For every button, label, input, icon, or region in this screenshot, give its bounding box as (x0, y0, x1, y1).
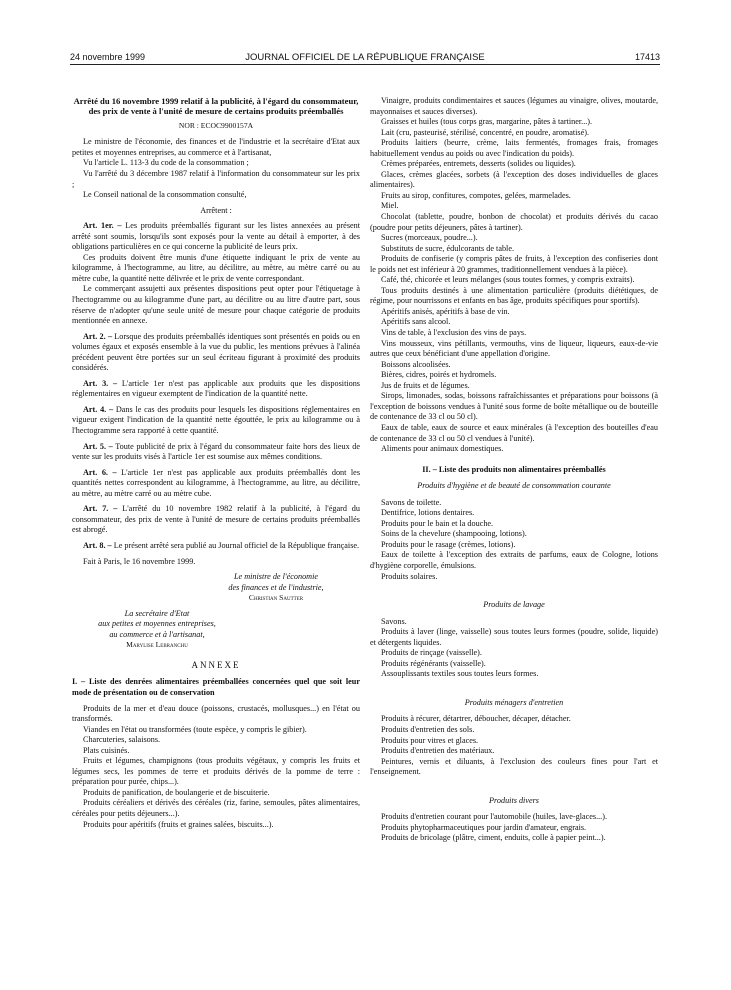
list-item: Chocolat (tablette, poudre, bonbon de chocolat) et produits dérivés du cacao (poudre pour petits déjeuners, pâtes à tartiner). (370, 212, 658, 232)
issue-date: 24 novembre 1999 (70, 52, 146, 62)
list-item: Savons de toilette. (381, 497, 442, 507)
list-item: Substituts de sucre, édulcorants de table. (381, 243, 515, 253)
list-item: Produits céréaliers et dérivés des céréales (riz, farine, semoules, pâtes alimentaires, céréales pour petits déjeuners...). (72, 798, 360, 818)
article-label: Art. 5. – (83, 441, 113, 451)
signatory-title: Le ministre de l'économie (234, 572, 318, 582)
list-item: Produits d'entretien des matériaux. (381, 746, 495, 756)
list-item: Produits phytopharmaceutiques pour jardin d'amateur, engrais. (381, 822, 587, 832)
signatory-title: des finances et de l'industrie, (228, 582, 324, 592)
nor-reference: NOR : ECOC9900157A (178, 120, 254, 130)
list-item: Sucres (morceaux, poudre...). (381, 233, 478, 243)
list-item: Produits régénérants (vaisselle). (381, 658, 486, 668)
subsection-heading: Produits ménagers d'entretien (464, 697, 564, 707)
list-item: Produits pour le bain et la douche. (381, 518, 494, 528)
article-label: Art. 6. – (83, 467, 117, 477)
signatory-title: La secrétaire d'Etat (124, 608, 190, 618)
list-item: Apéritifs sans alcool. (381, 317, 451, 327)
list-item: Crèmes préparées, entremets, desserts (solides ou liquides). (381, 159, 576, 169)
list-item: Dentifrice, lotions dentaires. (381, 508, 475, 518)
list-item: Vinaigre, produits condimentaires et sauces (légumes au vinaigre, olives, moutarde, mayonnaises et sauces diverses). (370, 96, 658, 116)
list-item: Jus de fruits et de légumes. (381, 380, 470, 390)
list-item: Sirops, limonades, sodas, boissons rafraîchissantes et préparations pour boissons (à l'exception de boissons vendues à l'unité sous forme de boîte métallique ou de bouteille de contenance de 33 cl ou 50 cl). (370, 391, 658, 422)
list-item: Aliments pour animaux domestiques. (381, 444, 504, 454)
list-item: Eaux de toilette à l'exception des extraits de parfums, eaux de Cologne, lotions d'hygiène corporelle, émulsions. (370, 550, 658, 570)
list-item: Graisses et huiles (tous corps gras, margarine, pâtes à tartiner...). (381, 117, 593, 127)
list-item: Plats cuisinés. (83, 745, 130, 755)
list-item: Charcuteries, salaisons. (83, 735, 161, 745)
article-label: Art. 7. – (83, 504, 118, 514)
list-item: Produits solaires. (381, 571, 438, 581)
article-label: Art. 3. – (83, 378, 118, 388)
list-item: Eaux de table, eaux de source et eaux minérales (à l'exception des bouteilles d'eau de contenance de 33 cl ou 50 cl vendues à l'unité). (370, 422, 658, 443)
article-8: Art. 8. – Le présent arrêté sera publié au Journal officiel de la République française. (83, 540, 360, 550)
article-2: Art. 2. – Lorsque des produits préemballés identiques sont présentés en poids ou en volumes égaux et exposés ensemble à la vue du public, les mentions prévues à l'alinéa précédent peuvent être portées sur un seul écriteau figurant à proximité des produits considérés. (72, 331, 360, 373)
list-item: Glaces, crèmes glacées, sorbets (à l'exception des doses individuelles de glaces alimentaires). (370, 169, 658, 190)
arretent: Arrêtent : (200, 205, 232, 215)
list-item: Boissons alcoolisées. (381, 359, 451, 369)
list-item: Produits pour apéritifs (fruits et graines salées, biscuits...). (83, 819, 274, 829)
header-rule (70, 64, 660, 65)
list-item: Produits à laver (linge, vaisselle) sous toutes leurs formes (poudre, solide, liquide) et détergents liquides. (370, 627, 658, 647)
article-label: Art. 2. – (83, 331, 113, 341)
list-item: Viandes en l'état ou transformées (toute espèce, y compris le gibier). (83, 724, 307, 734)
list-item: Produits d'entretien des sols. (381, 724, 475, 734)
article-1: Art. 1er. – Les produits préemballés figurant sur les listes annexées au présent arrêté sont soumis, lorsqu'ils sont exposés pour la vente au détail à emporter, à des obligations particulières en ce qui concerne la publicité de leurs prix. (72, 221, 361, 252)
signature-date: Fait à Paris, le 16 novembre 1999. (83, 556, 196, 566)
signatory-title: aux petites et moyennes entreprises, (98, 619, 216, 629)
decree-title: Arrêté du 16 novembre 1999 relatif à la publicité, à l'égard du consommateur, des prix de vente à l'unité de mesure de certains produits préemballés (73, 96, 359, 117)
visa: Vu l'arrêté du 3 décembre 1987 relatif à l'information du consommateur sur les prix ; (72, 169, 360, 189)
article-4: Art. 4. – Dans le cas des produits pour lesquels les dispositions réglementaires en vigueur exigent l'indication de la quantité nette égouttée, le prix au kilogramme ou à l'hectogramme sera rapporté à cette quantité. (72, 404, 361, 436)
subsection-heading: Produits de lavage (483, 600, 545, 610)
preamble: Le ministre de l'économie, des finances et de l'industrie et la secrétaire d'Etat aux petites et moyennes entreprises, au commerce et à l'artisanat, (72, 137, 360, 157)
list-item: Vins mousseux, vins pétillants, vermouths, vins de liqueur, liqueurs, eaux-de-vie autres que ceux bénéficiant d'une appellation d'origine. (370, 338, 658, 359)
article-5: Art. 5. – Toute publicité de prix à l'égard du consommateur faite hors des lieux de vente sur les produits visés à l'article 1er est soumise aux mêmes conditions. (72, 441, 361, 462)
list-item: Peintures, vernis et diluants, à l'exclusion des couleurs fines pour l'art et l'enseignement. (370, 756, 658, 777)
list-item: Produits de confiserie (y compris pâtes de fruits, à l'exception des confiseries dont le poids net est inférieur à 20 grammes, traditionnellement vendues à la pièce). (370, 254, 658, 274)
list-item: Produits pour le rasage (crèmes, lotions). (381, 539, 516, 549)
list-item: Fruits au sirop, confitures, compotes, gelées, marmelades. (381, 190, 571, 200)
list-item: Tous produits destinés à une alimentation particulière (produits diététiques, de régime, pour nourrissons et enfants en bas âge, produits spécifiques pour sportifs). (370, 285, 658, 306)
article-label: Art. 1er. – (83, 221, 122, 231)
page-number: 17413 (634, 52, 660, 62)
list-item: Produits à récurer, détartrer, déboucher, décaper, détacher. (381, 714, 571, 724)
visa: Le Conseil national de la consommation consulté, (83, 190, 247, 200)
section-heading: II. – Liste des produits non alimentaires préemballés (422, 464, 606, 474)
left-column (72, 96, 360, 830)
list-item: Produits d'entretien courant pour l'automobile (huiles, lave-glaces...). (381, 812, 607, 822)
signatory-name: Christian Sautter (248, 593, 304, 603)
section-heading: I. – Liste des denrées alimentaires préemballées concernées quel que soit leur mode de présentation ou de conservation (72, 677, 360, 697)
visa: Vu l'article L. 113-3 du code de la consommation ; (83, 158, 249, 168)
journal-title: JOURNAL OFFICIEL DE LA RÉPUBLIQUE FRANÇAISE (245, 52, 485, 63)
list-item: Apéritifs anisés, apéritifs à base de vin. (381, 306, 510, 316)
list-item: Assouplissants textiles sous toutes leurs formes. (381, 669, 539, 679)
article-6: Art. 6. – L'article 1er n'est pas applicable aux produits préemballés dont les quantités nettes correspondent au kilogramme, à l'hectogramme, au litre, au décilitre, au mètre, au mètre carré ou au mètre cube. (72, 467, 361, 498)
list-item: Savons. (381, 616, 407, 626)
article-7: Art. 7. – L'arrêté du 10 novembre 1982 relatif à la publicité, à l'égard du consommateur, des prix de vente à l'unité de mesure de certains produits préemballés est abrogé. (72, 504, 360, 535)
article-label: Art. 8. – (83, 540, 112, 550)
list-item: Café, thé, chicorée et leurs mélanges (sous toutes formes, y compris extraits). (381, 275, 635, 285)
list-item: Miel. (381, 201, 399, 211)
list-item: Produits de la mer et d'eau douce (poissons, crustacés, mollusques...) en l'état ou transformés. (72, 703, 360, 724)
subsection-heading: Produits divers (489, 795, 539, 805)
list-item: Fruits et légumes, champignons (tous produits végétaux, y compris les fruits et légumes secs, les pommes de terre et produits dérivés de la pomme de terre : préparation pour purée, chips...). (72, 756, 360, 787)
list-item: Bières, cidres, poirés et hydromels. (381, 370, 497, 380)
list-item: Produits de rinçage (vaisselle). (381, 648, 482, 658)
right-column (370, 96, 658, 844)
list-item: Produits de panification, de boulangerie et de biscuiterie. (83, 787, 270, 797)
subsection-heading: Produits d'hygiène et de beauté de consommation courante (417, 481, 611, 491)
list-item: Produits laitiers (beurre, crème, laits fermentés, fromages frais, fromages habituellement vendus au poids ou avec l'indication du poids). (370, 138, 658, 158)
list-item: Lait (cru, pasteurisé, stérilisé, concentré, en poudre, aromatisé). (381, 127, 590, 137)
article-3: Art. 3. – L'article 1er n'est pas applicable aux produits que les dispositions réglementaires en vigueur exemptent de l'indication de la quantité nette. (72, 378, 360, 399)
article-1-para: Ces produits doivent être munis d'une étiquette indiquant le prix de vente au kilogramme, à l'hectogramme, au litre, au décilitre, au mètre, au mètre carré ou au mètre cube, la quantité nette délivrée et le prix de vente correspondant. (72, 252, 360, 283)
signatory-name: Marylise Lebranchu (126, 640, 188, 650)
signatory-title: au commerce et à l'artisanat, (109, 629, 205, 639)
annexe-heading: ANNEXE (191, 659, 241, 670)
article-label: Art. 4. – (83, 404, 114, 414)
list-item: Produits pour vitres et glaces. (381, 735, 479, 745)
article-1-para: Le commerçant assujetti aux présentes dispositions peut opter pour l'étiquetage à l'hectogramme ou au kilogramme d'une part, au décilitre ou au litre d'autre part, sous réserve de n'adopter qu'une seule unité de mesure pour chaque catégorie de produits mentionnée en annexe. (72, 284, 360, 326)
list-item: Produits de bricolage (plâtre, ciment, enduits, colle à papier peint...). (381, 833, 606, 843)
list-item: Soins de la chevelure (shampooing, lotions). (381, 529, 527, 539)
list-item: Vins de table, à l'exclusion des vins de pays. (381, 328, 527, 338)
